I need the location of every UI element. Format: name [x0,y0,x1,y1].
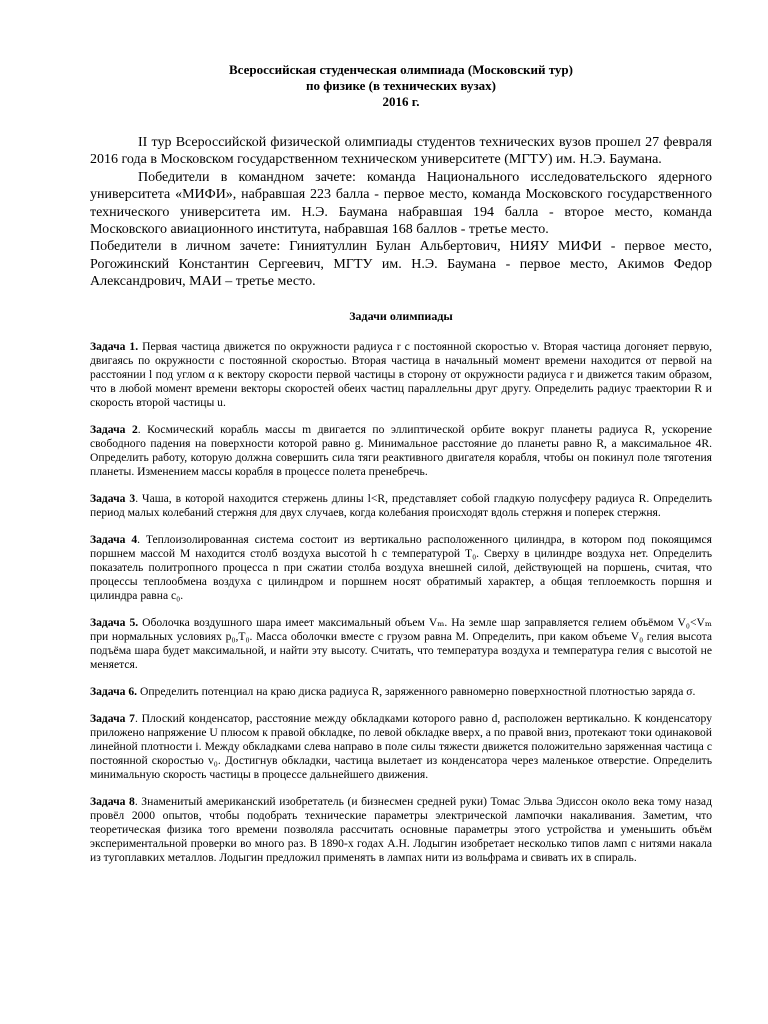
task-label: Задача 6. [90,684,138,698]
task-label: Задача 5. [90,615,139,629]
intro-paragraph-2: Победители в командном зачете: команда Национального исследовательского ядерного университета «МИФИ», набравшая 223 балла - первое место, команда Московского государственного технического университета им. Н.Э. Баумана набравшая 194 балла - второе место, команда Московского авиационного института, набравшая 168 баллов - третье место. [90,169,712,238]
task-text: . Знаменитый американский изобретатель (и бизнесмен средней руки) Томас Эльва Эдиссон около века тому назад провёл 2000 опытов, чтобы подобрать технические параметры электрической лампочки накаливания. Заметим, что теоретическая физика того времени позволяла рассчитать основные параметры этого устройства и уменьшить объём экспериментальной проверки во много раз. В 1890-х годах А.Н. Лодыгин изобретает несколько типов ламп с нитями накала из тугоплавких металлов. Лодыгин предложил применять в лампах нити из вольфрама и свивать их в спираль. [90,794,712,864]
title-line-1: Всероссийская студенческая олимпиада (Московский тур) [229,62,573,77]
title-line-2: по физике (в технических вузах) [306,78,496,93]
intro-section [90,134,712,291]
task-label: Задача 7 [90,711,135,725]
task-text: . Теплоизолированная система состоит из вертикально расположенного цилиндра, в котором под покоящимся поршнем массой M находится столб воздуха высотой h с температурой T₀. Сверху в цилиндре воздуха нет. Определить показатель политропного процесса n при сжатии столба воздуха внешней силой, действующей на поршень, считая, что процессы теплообмена воздуха с цилиндром и поршнем носят обратимый характер, а общая теплоемкость поршня и цилиндра равна c₀. [90,532,713,602]
section-title: Задачи олимпиады [349,308,453,323]
task-label: Задача 1. [90,339,139,353]
task-label: Задача 4 [90,532,138,546]
task-4 [90,533,712,603]
task-3 [90,492,712,520]
document-title [90,62,712,110]
task-text: Определить потенциал на краю диска радиуса R, заряженного равномерно поверхностной плотностью заряда σ. [137,684,696,698]
task-1 [90,340,712,410]
task-5 [90,616,712,672]
intro-paragraph-1: II тур Всероссийской физической олимпиады студентов технических вузов прошел 27 февраля 2016 года в Московском государственном техническом университете (МГТУ) им. Н.Э. Баумана. [90,135,712,168]
task-label: Задача 2 [90,422,138,436]
task-6 [90,685,712,699]
task-text: . Космический корабль массы m двигается по эллиптической орбите вокруг планеты радиуса R, ускорение свободного падения на поверхности которой равно g. Минимальное расстояние до планеты равно R, а максимальное 4R. Определить работу, которую должна совершить сила тяги реактивного двигателя корабля, чтобы он покинул поле тяготения планеты. Изменением массы корабля в процессе полета пренебречь. [90,422,712,478]
task-label: Задача 8 [90,794,135,808]
task-7 [90,712,712,782]
task-text: . Плоский конденсатор, расстояние между обкладками которого равно d, расположен вертикально. К конденсатору приложено напряжение U плюсом к правой обкладке, по левой обкладке вверх, а по правой вниз, протекают токи одинаковой линейной плотности i. Между обкладками слева направо в поле силы тяжести движется положительно заряженная частица с постоянной скоростью v₀. Достигнув обкладки, частица вылетает из конденсатора через маленькое отверстие. Определить минимальную скорость частицы в процессе дальнейшего движения. [90,711,713,781]
task-label: Задача 3 [90,491,136,505]
task-text: . Чаша, в которой находится стержень длины l<R, представляет собой гладкую полусферу радиуса R. Определить период малых колебаний стержня для двух случаев, когда колебания происходят вдоль стержня и поперек стержня. [90,491,712,519]
task-2 [90,423,712,479]
title-line-3: 2016 г. [382,94,420,109]
task-8 [90,795,712,865]
task-list [90,340,712,865]
task-text: Оболочка воздушного шара имеет максимальный объем Vₘ. На земле шар заправляется гелием объёмом V₀<Vₘ при нормальных условиях p₀,T₀. Масса оболочки вместе с грузом равна M. Определить, при каком объеме V₀ гелия высота подъёма шара будет максимальной, и найти эту высоту. Считать, что температура воздуха и температура гелия с высотой не меняется. [90,615,712,671]
intro-paragraph-3: Победители в личном зачете: Гиниятуллин Булан Альбертович, НИЯУ МИФИ - первое место, Рогожинский Константин Сергеевич, МГТУ им. Н.Э. Баумана - первое место, Акимов Федор Александрович, МАИ – третье место. [90,239,712,290]
task-text: Первая частица движется по окружности радиуса r с постоянной скоростью v. Вторая частица догоняет первую, двигаясь по окружности с постоянной скоростью. Вторая частица в начальный момент времени находится от первой на расстоянии l под углом α к вектору скорости первой частицы в сторону от окружности радиуса r и движется таким образом, что в любой момент времени векторы скоростей обеих частиц параллельны друг другу. Определить радиус траектории R и скорость второй частицы u. [90,339,712,409]
